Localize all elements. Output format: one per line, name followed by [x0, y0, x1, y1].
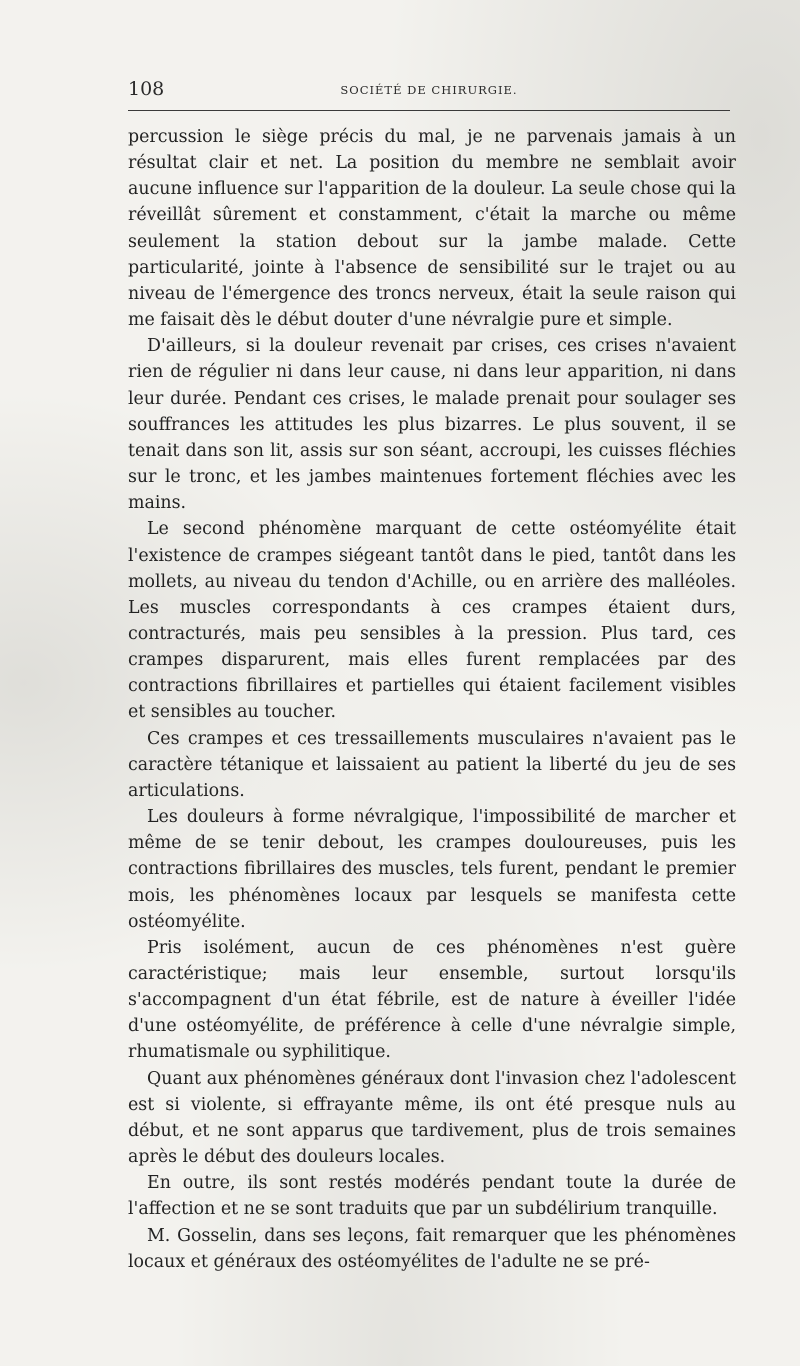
- paragraph: Quant aux phénomènes généraux dont l'invasion chez l'adolescent est si violente, si effrayante même, ils ont été presque nuls au début, et ne sont apparus que tardivement, plus de trois semaines après le début des douleurs locales.: [128, 1068, 736, 1168]
- paragraph-continuation: percussion le siège précis du mal, je ne parvenais jamais à un résultat clair et net. La position du membre ne semblait avoir aucune influence sur l'apparition de la douleur. La seule chose qui la réveillât sûrement et constamment, c'était la marche ou même seulement la station debout sur la jambe malade. Cette particularité, jointe à l'absence de sensibilité sur le trajet ou au niveau de l'émergence des troncs nerveux, était la seule raison qui me faisait dès le début douter d'une névralgie pure et simple.: [128, 127, 736, 331]
- running-title: SOCIÉTÉ DE CHIRURGIE.: [340, 83, 518, 97]
- body-text: [128, 124, 736, 1275]
- paragraph: Le second phénomène marquant de cette ostéomyélite était l'existence de crampes siégeant tantôt dans le pied, tantôt dans les mollets, au niveau du tendon d'Achille, ou en arrière des malléoles. Les muscles correspondants à ces crampes étaient durs, contracturés, mais peu sensibles à la pression. Plus tard, ces crampes disparurent, mais elles furent remplacées par des contractions fibrillaires et partielles qui étaient facilement visibles et sensibles au toucher.: [128, 519, 736, 723]
- paragraph: Les douleurs à forme névralgique, l'impossibilité de marcher et même de se tenir debout, les crampes douloureuses, puis les contractions fibrillaires des muscles, tels furent, pendant le premier mois, les phénomènes locaux par lesquels se manifesta cette ostéomyélite.: [128, 807, 736, 932]
- paragraph: M. Gosselin, dans ses leçons, fait remarquer que les phénomènes locaux et généraux des ostéomyélites de l'adulte ne se pré-: [128, 1225, 736, 1272]
- paragraph: D'ailleurs, si la douleur revenait par crises, ces crises n'avaient rien de régulier ni dans leur cause, ni dans leur apparition, ni dans leur durée. Pendant ces crises, le malade prenait pour soulager ses souffrances les attitudes les plus bizarres. Le plus souvent, il se tenait dans son lit, assis sur son séant, accroupi, les cuisses fléchies sur le tronc, et les jambes maintenues fortement fléchies avec les mains.: [128, 336, 736, 514]
- paragraph: En outre, ils sont restés modérés pendant toute la durée de l'affection et ne se sont traduits que par un subdélirium tranquille.: [128, 1173, 736, 1220]
- paragraph: Ces crampes et ces tressaillements musculaires n'avaient pas le caractère tétanique et laissaient au patient la liberté du jeu de ses articulations.: [128, 728, 736, 801]
- paragraph: Pris isolément, aucun de ces phénomènes n'est guère caractéristique; mais leur ensemble, surtout lorsqu'ils s'accompagnent d'un état fébrile, est de nature à éveiller l'idée d'une ostéomyélite, de préférence à celle d'une névralgie simple, rhumatismale ou syphilitique.: [128, 937, 736, 1063]
- header-rule: [128, 110, 730, 111]
- page-number: 108: [128, 78, 165, 100]
- page-header: [128, 74, 730, 104]
